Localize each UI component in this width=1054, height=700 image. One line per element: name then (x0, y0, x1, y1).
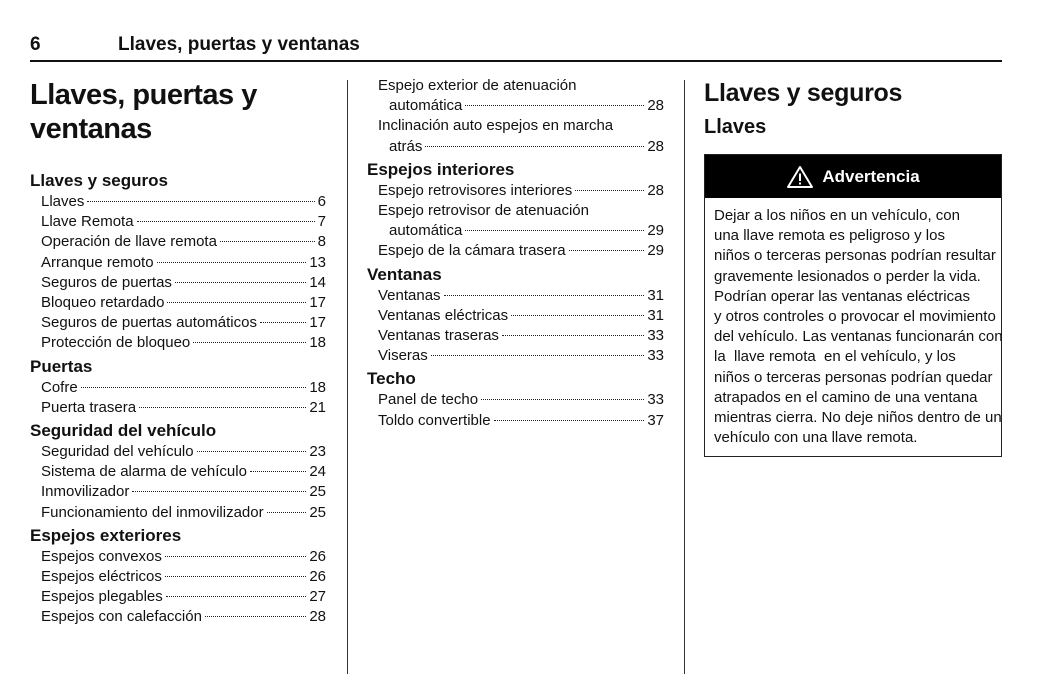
toc-entry-label: Protección de bloqueo (41, 334, 191, 352)
warning-text-line: Podrían operar las ventanas eléctricas (714, 287, 970, 305)
toc-entry-label: Ventanas traseras (378, 327, 499, 345)
warning-text-line: niños o terceras personas podrían resultar (714, 247, 996, 265)
toc-entry-label: Funcionamiento del inmovilizador (41, 503, 264, 521)
toc-entry-page: 25 (309, 483, 326, 501)
toc-entry[interactable] (30, 587, 326, 607)
toc-entry-line2 (378, 221, 664, 241)
dot-leader (494, 420, 645, 421)
toc-entry-label: Panel de techo (378, 391, 479, 409)
running-title: Llaves, puertas y ventanas (118, 34, 360, 55)
toc-entry[interactable] (30, 333, 326, 353)
toc-entry-page: 33 (647, 327, 664, 345)
toc-entry-label: Espejo exterior de atenuación (378, 77, 577, 94)
toc-entry-label: Seguros de puertas automáticos (41, 314, 257, 332)
toc-entry-page: 29 (647, 222, 664, 240)
warning-box (704, 154, 1002, 457)
toc-column-2 (367, 76, 664, 431)
toc-entry-label: Viseras (378, 347, 428, 365)
toc-section (367, 264, 664, 367)
toc-entry-page: 13 (309, 253, 326, 271)
toc-entry-page: 14 (309, 273, 326, 291)
toc-entry-label: Seguros de puertas (41, 273, 172, 291)
toc-entry-page: 37 (647, 411, 664, 429)
toc-section (30, 170, 326, 354)
toc-entry-page: 27 (309, 588, 326, 606)
toc-entry[interactable] (30, 567, 326, 587)
toc-entry-label: Bloqueo retardado (41, 294, 165, 312)
toc-entry-label: Ventanas (378, 286, 441, 304)
toc-entry[interactable] (30, 398, 326, 418)
dot-leader (193, 342, 306, 343)
toc-entry-label: Llaves (41, 193, 85, 210)
toc-entry[interactable] (30, 547, 326, 567)
toc-entry-page: 18 (309, 334, 326, 352)
toc-entry-label: Espejos convexos (41, 547, 162, 565)
dot-leader (175, 282, 306, 283)
page-header (30, 30, 1002, 62)
warning-text-line: la llave remota en el vehículo, y los (714, 348, 956, 366)
toc-entry-page: 25 (309, 503, 326, 521)
toc-section (30, 356, 326, 418)
toc-entry-label: Inclinación auto espejos en marcha (378, 117, 614, 135)
toc-entry-page: 29 (647, 242, 664, 260)
dot-leader (87, 201, 314, 202)
toc-entry-page: 17 (309, 294, 326, 312)
toc-entry-label: Espejo retrovisores interiores (378, 181, 573, 199)
toc-sections (367, 159, 664, 431)
toc-entry[interactable] (367, 286, 664, 306)
toc-entry-page: 33 (647, 347, 664, 365)
toc-section-title: Ventanas (367, 264, 442, 284)
warning-text-line: una llave remota es peligroso y los (714, 227, 945, 245)
toc-entry[interactable] (30, 232, 326, 252)
toc-entry[interactable] (30, 313, 326, 333)
toc-entry-page: 21 (309, 398, 326, 416)
toc-entry[interactable] (367, 181, 664, 201)
toc-entry-page: 18 (309, 378, 326, 396)
toc-section (367, 368, 664, 430)
toc-entry-page: 23 (309, 443, 326, 461)
toc-entry[interactable] (30, 253, 326, 273)
warning-text-line: y otros controles o provocar el movimiento (714, 308, 996, 326)
dot-leader (205, 616, 306, 617)
toc-entry-page: 8 (317, 233, 326, 251)
toc-column-1 (30, 78, 326, 628)
toc-entry-page: 28 (309, 608, 326, 626)
toc-entry[interactable] (30, 482, 326, 502)
warning-triangle-icon (786, 165, 814, 189)
warning-text (705, 198, 1001, 456)
toc-entry[interactable] (367, 201, 664, 241)
toc-section-title: Seguridad del vehículo (30, 421, 217, 441)
toc-continued-entries (367, 76, 664, 157)
dot-leader (465, 230, 644, 231)
toc-entry-page: 33 (647, 391, 664, 409)
dot-leader (165, 576, 306, 577)
dot-leader (444, 295, 645, 296)
toc-entry-label: Operación de llave remota (41, 233, 217, 251)
toc-entry-label: Llave Remota (41, 213, 134, 231)
toc-section-title: Espejos exteriores (30, 525, 182, 545)
dot-leader (260, 322, 306, 323)
page-number: 6 (30, 34, 41, 55)
toc-entry-label: Espejo retrovisor de atenuación (378, 202, 589, 220)
toc-section-title: Techo (367, 369, 416, 389)
toc-section (367, 159, 664, 262)
dot-leader (575, 190, 644, 191)
dot-leader (431, 355, 645, 356)
toc-section-title: Llaves y seguros (30, 171, 168, 190)
toc-entry[interactable] (30, 442, 326, 462)
content-column (704, 78, 1002, 457)
toc-entry[interactable] (367, 116, 664, 156)
toc-entry-label-continued: automática (389, 97, 463, 115)
toc-entry-page: 28 (647, 97, 664, 115)
dot-leader (139, 407, 306, 408)
dot-leader (157, 262, 307, 263)
dot-leader (166, 596, 307, 597)
toc-section-title: Puertas (30, 356, 93, 376)
toc-entry-label: Toldo convertible (378, 411, 491, 429)
toc-entry-page: 26 (309, 568, 326, 586)
toc-entry[interactable] (367, 326, 664, 346)
toc-entry-page: 17 (309, 314, 326, 332)
warning-heading: Advertencia (822, 166, 920, 186)
chapter-title: Llaves, puertas y ventanas (30, 79, 257, 145)
toc-entry-page: 7 (317, 213, 326, 231)
toc-entry-line2 (378, 137, 664, 157)
toc-entry-page: 6 (317, 193, 326, 210)
warning-text-line: Dejar a los niños en un vehículo, con (714, 207, 960, 224)
toc-entry-label: Espejos con calefacción (41, 608, 202, 626)
toc-entry[interactable] (367, 411, 664, 431)
dot-leader (132, 491, 306, 492)
toc-entry-page: 28 (647, 137, 664, 155)
toc-entry-label: Sistema de alarma de vehículo (41, 463, 247, 481)
dot-leader (481, 399, 644, 400)
toc-entry-page: 26 (309, 547, 326, 565)
dot-leader (137, 221, 315, 222)
dot-leader (569, 250, 645, 251)
toc-entry[interactable] (367, 346, 664, 366)
toc-entry-label: Espejos eléctricos (41, 568, 162, 586)
toc-entry-label: Espejos plegables (41, 588, 163, 606)
toc-entry[interactable] (367, 76, 664, 116)
toc-entry-label: Puerta trasera (41, 398, 137, 416)
toc-section (30, 525, 326, 628)
toc-entry[interactable] (30, 212, 326, 232)
warning-text-line: mientras cierra. No deje niños dentro de un (714, 409, 1002, 427)
dot-leader (465, 105, 644, 106)
toc-entry-line2 (378, 96, 664, 116)
toc-entry-label-continued: automática (389, 222, 463, 240)
toc-entry-label: Cofre (41, 378, 78, 396)
warning-text-line: atrapados en el camino de una ventana (714, 388, 978, 406)
toc-section (30, 420, 326, 523)
warning-text-line: gravemente lesionados o perder la vida. (714, 267, 981, 285)
toc-entry-page: 24 (309, 463, 326, 481)
toc-entry[interactable] (30, 462, 326, 482)
toc-entry-page: 31 (647, 286, 664, 304)
dot-leader (81, 387, 307, 388)
subsection-heading: Llaves (704, 116, 767, 138)
warning-text-line: niños o terceras personas podrían quedar (714, 368, 993, 386)
toc-entry[interactable] (30, 293, 326, 313)
dot-leader (425, 146, 644, 147)
section-heading: Llaves y seguros (704, 79, 903, 107)
dot-leader (167, 302, 306, 303)
dot-leader (250, 471, 306, 472)
toc-entry[interactable] (30, 273, 326, 293)
toc-section-title: Espejos interiores (367, 159, 515, 179)
toc-sections (30, 170, 326, 628)
dot-leader (165, 556, 306, 557)
dot-leader (511, 315, 644, 316)
toc-entry-label: Ventanas eléctricas (378, 306, 509, 324)
toc-entry[interactable] (367, 390, 664, 410)
toc-entry-label: Espejo de la cámara trasera (378, 242, 566, 260)
dot-leader (502, 335, 644, 336)
toc-entry[interactable] (367, 306, 664, 326)
column-divider (347, 80, 348, 674)
warning-text-line: vehículo con una llave remota. (714, 429, 918, 447)
toc-entry[interactable] (30, 607, 326, 627)
toc-entry[interactable] (30, 192, 326, 212)
warning-text-line: del vehículo. Las ventanas funcionarán con (714, 328, 1003, 346)
dot-leader (197, 451, 307, 452)
warning-header (705, 155, 1001, 198)
toc-entry-label-continued: atrás (389, 137, 423, 155)
toc-entry-label: Seguridad del vehículo (41, 443, 194, 461)
dot-leader (220, 241, 315, 242)
toc-entry[interactable] (30, 378, 326, 398)
dot-leader (267, 512, 307, 513)
toc-entry-label: Arranque remoto (41, 253, 154, 271)
toc-entry-label: Inmovilizador (41, 483, 130, 501)
toc-entry-page: 31 (647, 306, 664, 324)
toc-entry-page: 28 (647, 181, 664, 199)
toc-entry[interactable] (30, 503, 326, 523)
column-divider (684, 80, 685, 674)
toc-entry[interactable] (367, 241, 664, 261)
